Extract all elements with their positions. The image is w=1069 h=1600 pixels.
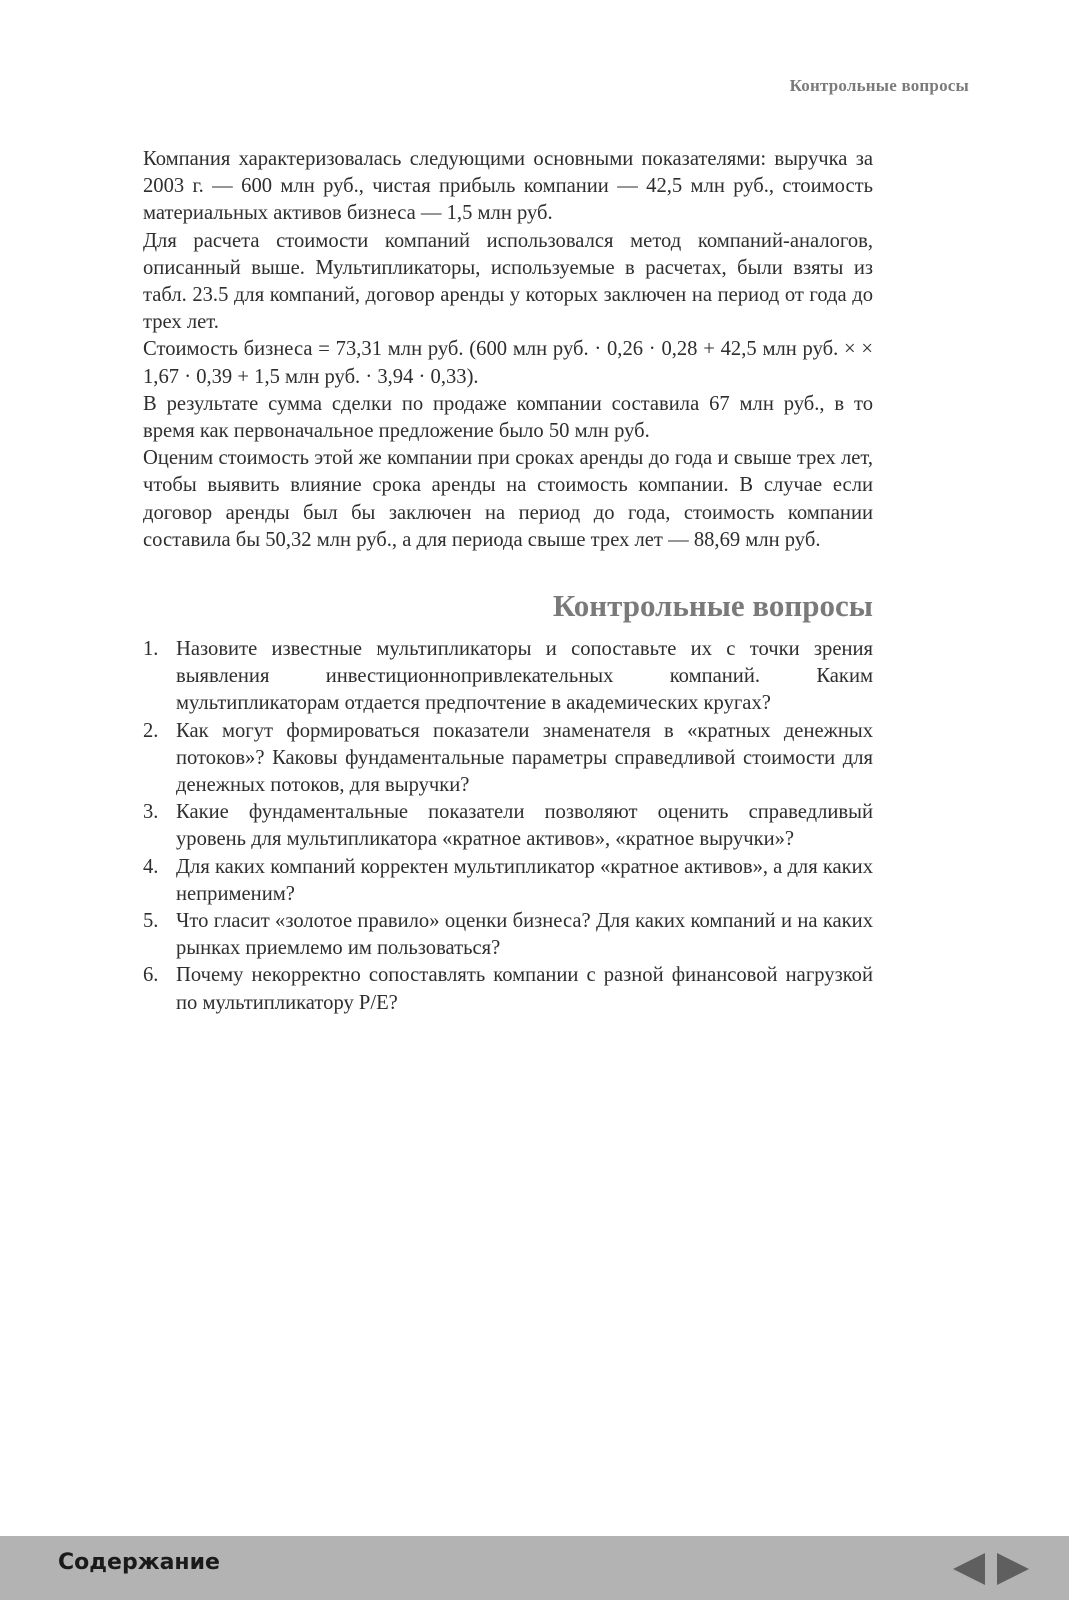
list-item — [143, 799, 873, 853]
list-item-text: Как могут формироваться показатели знаменателя в «кратных денежных потоков»? Каковы фундаментальные параметры справедливой стоимости для денежных потоков, для выручки? — [176, 719, 873, 797]
list-item-text: Для каких компаний корректен мультипликатор «кратное активов», а для каких неприменим? — [176, 855, 873, 905]
list-item-number: 4. — [143, 855, 159, 878]
arrow-right-icon[interactable] — [997, 1553, 1029, 1585]
table-of-contents-link[interactable]: Содержание — [58, 1550, 220, 1575]
section-title: Контрольные вопросы — [552, 588, 873, 624]
list-item — [143, 962, 873, 1016]
list-item-number: 5. — [143, 910, 159, 933]
list-item — [143, 718, 873, 800]
questions-list — [143, 636, 873, 1017]
paragraph: Стоимость бизнеса = 73,31 млн руб. (600 млн руб. · 0,26 · 0,28 + 42,5 млн руб. × × 1,67 · 0,39 + 1,5 млн руб. · 3,94 · 0,33). — [143, 338, 873, 388]
list-item-text: Какие фундаментальные показатели позволяют оценить справедливый уровень для мультипликатора «кратное активов», «кратное выручки»? — [176, 801, 873, 851]
list-item — [143, 854, 873, 908]
arrow-left-icon[interactable] — [953, 1553, 985, 1585]
list-item — [143, 908, 873, 962]
list-item-text: Что гласит «золотое правило» оценки бизнеса? Для каких компаний и на каких рынках приемлемо им пользоваться? — [176, 910, 873, 960]
paragraph: Для расчета стоимости компаний использовался метод компаний-аналогов, описанный выше. Мультипликаторы, используемые в расчетах, были взяты из табл. 23.5 для компаний, договор аренды у которых заключен на период от года до трех лет. — [143, 229, 873, 334]
page-content — [143, 146, 873, 1017]
paragraph: Компания характеризовалась следующими основными показателями: выручка за 2003 г. — 600 млн руб., чистая прибыль компании — 42,5 млн руб., стоимость материальных активов бизнеса — 1,5 млн руб. — [143, 148, 873, 225]
list-item-number: 6. — [143, 964, 159, 987]
list-item-number: 2. — [143, 719, 159, 742]
list-item-text: Почему некорректно сопоставлять компании с разной финансовой нагрузкой по мультипликатору P/E? — [176, 964, 873, 1014]
list-item-text: Назовите известные мультипликаторы и сопоставьте их с точки зрения выявления инвестиционнопривлекательных компаний. Каким мультипликаторам отдается предпочтение в академических кругах? — [176, 638, 873, 715]
paragraph: Оценим стоимость этой же компании при сроках аренды до года и свыше трех лет, чтобы выявить влияние срока аренды на стоимость компании. В случае если договор аренды был бы заключен на период до года, стоимость компании составила бы 50,32 млн руб., а для периода свыше трех лет — 88,69 млн руб. — [143, 447, 873, 551]
list-item — [143, 636, 873, 718]
running-header: Контрольные вопросы — [789, 76, 969, 95]
list-item-number: 3. — [143, 801, 159, 824]
paragraph: В результате сумма сделки по продаже компании составила 67 млн руб., в то время как первоначальное предложение было 50 млн руб. — [143, 392, 873, 443]
footer-bar — [0, 1536, 1069, 1600]
list-item-number: 1. — [143, 638, 159, 661]
